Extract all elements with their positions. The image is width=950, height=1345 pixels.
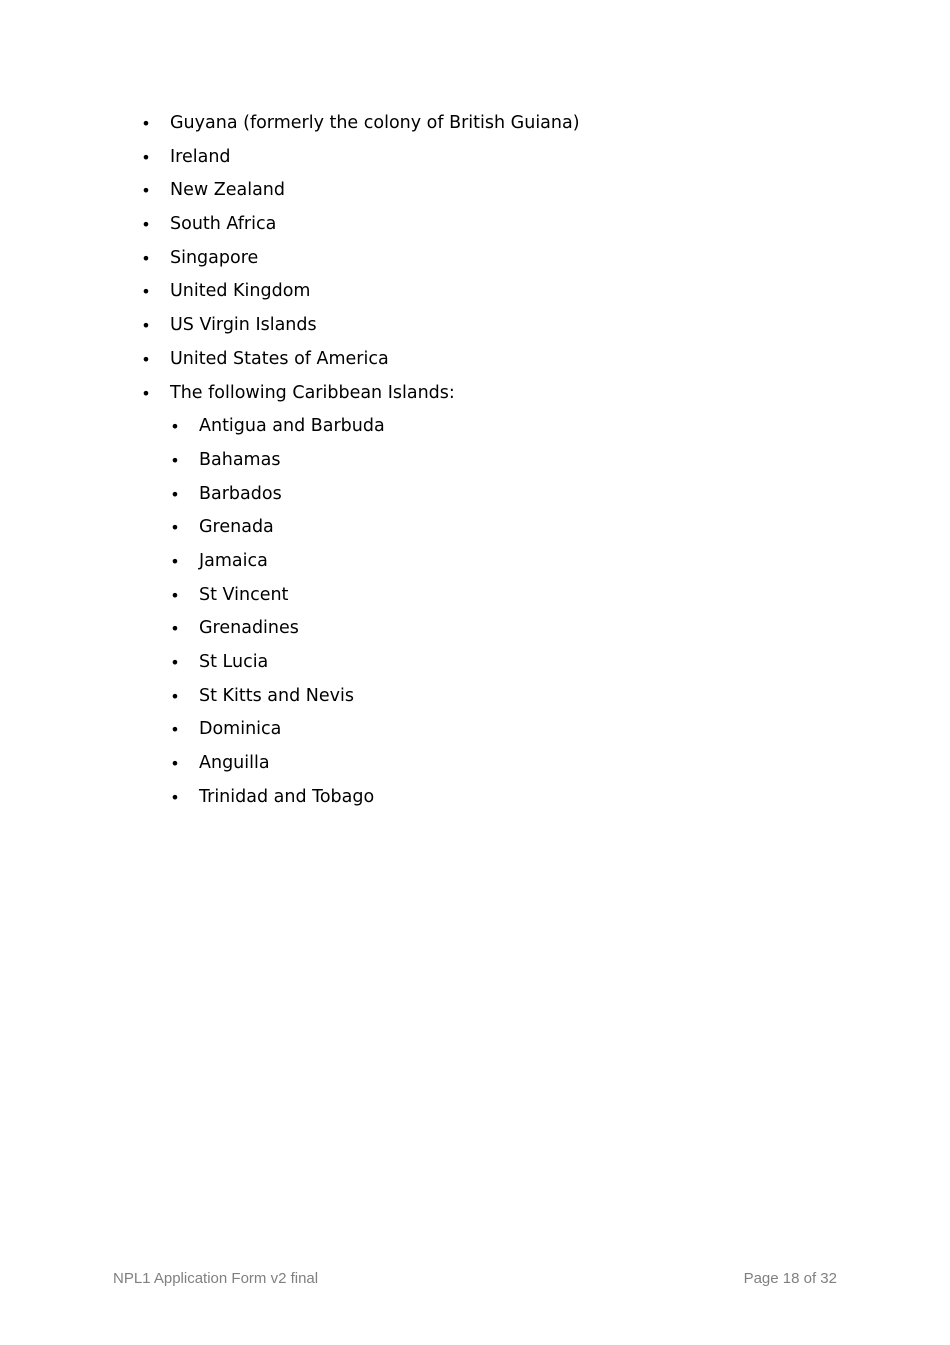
list-item-text: The following Caribbean Islands: bbox=[170, 382, 455, 403]
bullet-icon: • bbox=[141, 349, 151, 369]
bullet-icon: • bbox=[170, 551, 180, 571]
bullet-icon: • bbox=[170, 450, 180, 470]
bullet-icon: • bbox=[141, 181, 151, 201]
bullet-icon: • bbox=[170, 484, 180, 504]
list-item-text: New Zealand bbox=[170, 180, 285, 201]
list-item-text: St Lucia bbox=[199, 652, 269, 672]
bullet-icon: • bbox=[141, 282, 151, 302]
bullet-icon: • bbox=[141, 147, 151, 167]
bullet-icon: • bbox=[141, 383, 151, 403]
list-item-text: Singapore bbox=[170, 247, 259, 268]
list-item-text: Ireland bbox=[170, 146, 231, 167]
list-item-text: Bahamas bbox=[199, 449, 281, 470]
list-item-text: Barbados bbox=[199, 483, 282, 504]
list-item-text: Trinidad and Tobago bbox=[199, 786, 375, 807]
bullet-icon: • bbox=[170, 653, 180, 672]
list-item-text: US Virgin Islands bbox=[170, 315, 317, 336]
bullet-icon: • bbox=[141, 215, 151, 235]
bullet-icon: • bbox=[170, 787, 180, 807]
bullet-icon: • bbox=[170, 619, 180, 639]
list-item-text: South Africa bbox=[170, 214, 277, 235]
bullet-icon: • bbox=[141, 114, 151, 133]
list-item-text: Antigua and Barbuda bbox=[199, 416, 385, 437]
footer-page-number: Page 18 of 32 bbox=[743, 1270, 837, 1287]
list-item-text: Anguilla bbox=[199, 753, 270, 774]
list-item-text: Dominica bbox=[199, 719, 282, 740]
list-item-text: Grenadines bbox=[199, 618, 299, 639]
list-item-text: St Vincent bbox=[199, 584, 289, 605]
bullet-icon: • bbox=[170, 720, 180, 740]
list-item-text: Grenada bbox=[199, 517, 274, 538]
list-item-text: United Kingdom bbox=[170, 281, 311, 302]
bullet-icon: • bbox=[141, 248, 151, 268]
footer-document-title: NPL1 Application Form v2 final bbox=[113, 1270, 319, 1287]
bullet-icon: • bbox=[170, 754, 180, 774]
bullet-icon: • bbox=[170, 518, 180, 538]
bullet-icon: • bbox=[141, 316, 151, 336]
bullet-icon: • bbox=[170, 686, 180, 706]
list-item-text: United States of America bbox=[170, 348, 389, 369]
bullet-icon: • bbox=[170, 417, 180, 437]
list-item-text: St Kitts and Nevis bbox=[199, 685, 354, 706]
list-item-text: Guyana (formerly the colony of British Guiana) bbox=[170, 113, 580, 133]
list-item-text: Jamaica bbox=[199, 550, 268, 571]
bullet-icon: • bbox=[170, 585, 180, 605]
